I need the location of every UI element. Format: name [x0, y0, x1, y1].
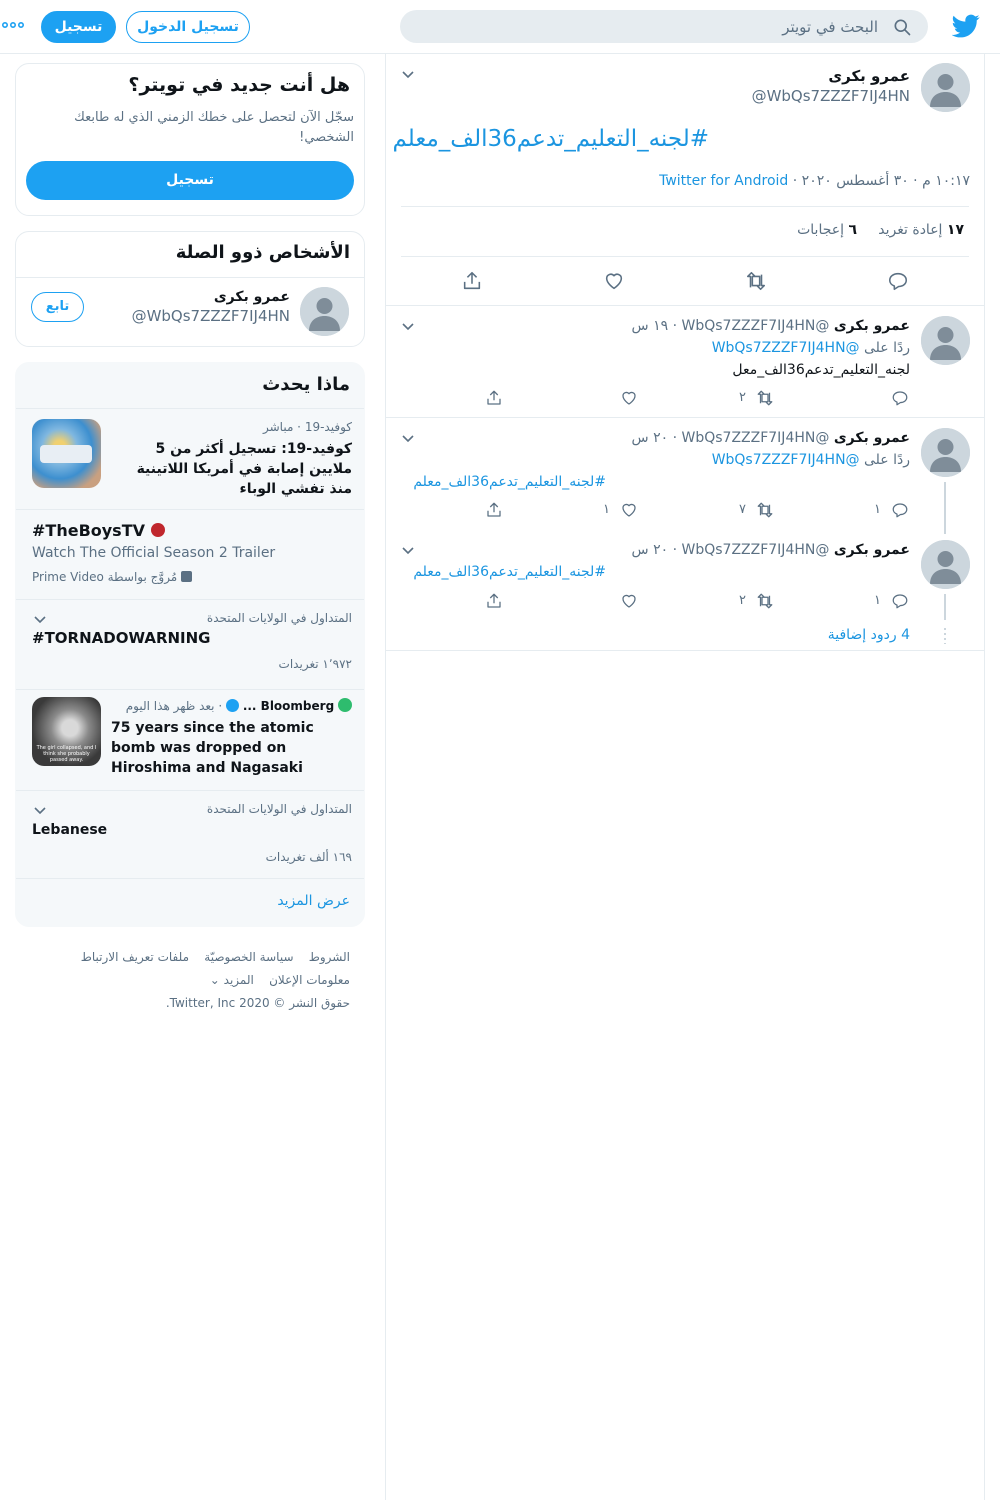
footer-cookies-link[interactable]: ملفات تعريف الارتباط: [80, 950, 190, 964]
thread-line: [944, 594, 946, 620]
show-more-link[interactable]: عرض المزيد: [277, 893, 350, 909]
new-to-twitter-card: [15, 63, 365, 216]
replying-to-handle[interactable]: @WbQs7ZZZF7IJ4HN: [711, 340, 860, 356]
avatar[interactable]: [921, 540, 970, 589]
top-bar: [0, 0, 1000, 54]
retweet-icon[interactable]: [756, 592, 774, 610]
author-name[interactable]: عمرو بكرى: [833, 430, 910, 446]
card-title: الأشخاص ذوو الصلة: [175, 242, 350, 263]
reply-count: ١: [874, 593, 881, 608]
replying-to: [712, 340, 910, 356]
author-handle[interactable]: @WbQs7ZZZF7IJ4HN: [751, 87, 910, 105]
tweet-header: [632, 318, 910, 334]
news-source: Bloomberg ...: [242, 699, 335, 713]
footer-terms-link[interactable]: الشروط: [308, 950, 350, 964]
thumbnail-caption: The girl collapsed, and I think she probably passed away.: [36, 745, 97, 763]
footer-copyright: حقوق النشر © 2020 Twitter, Inc.: [165, 996, 350, 1010]
handle-time[interactable]: @WbQs7ZZZF7IJ4HN · ١٩ س: [631, 318, 830, 334]
boys-emoji-icon: [151, 523, 165, 537]
card-description: سجّل الآن لتحصل على خطك الزمني الذي له طابعك الشخصي!: [74, 110, 354, 145]
trend-item[interactable]: [16, 600, 365, 689]
thread-dots: [944, 628, 946, 644]
chevron-down-icon: ⌄: [209, 973, 224, 987]
share-icon[interactable]: [485, 501, 503, 519]
card-title: ماذا يحدث: [262, 374, 350, 395]
reply-tweet[interactable]: [386, 530, 984, 610]
tweet-header: [632, 542, 910, 558]
avatar[interactable]: [921, 428, 970, 477]
signup-button[interactable]: تسجيل: [26, 161, 354, 200]
footer-ads-info-link[interactable]: معلومات الإعلان: [269, 973, 350, 987]
retweets-stat[interactable]: [878, 222, 964, 238]
divider: [386, 650, 984, 651]
trend-meta: كوفيد-19 · مباشر: [262, 420, 352, 434]
tweet-datetime[interactable]: ١٠:١٧ م · ٣٠ أغسطس ٢٠٢٠ ·: [788, 173, 970, 189]
replying-to: [712, 452, 910, 468]
tweet-text[interactable]: #لجنه_التعليم_تدعم36الف_معلم: [413, 474, 606, 490]
share-icon[interactable]: [485, 592, 503, 610]
footer-links: [50, 946, 350, 1015]
avatar[interactable]: [921, 316, 970, 365]
author-name[interactable]: عمرو بكرى: [833, 318, 910, 334]
trend-item[interactable]: [16, 690, 365, 790]
person-name[interactable]: عمرو بكرى: [213, 289, 290, 305]
retweet-icon[interactable]: [756, 501, 774, 519]
tweet-source[interactable]: Twitter for Android: [659, 173, 789, 189]
main-tweet: [386, 54, 984, 305]
avatar[interactable]: [921, 63, 970, 112]
retweet-count: ٢: [739, 593, 746, 608]
person-handle[interactable]: @WbQs7ZZZF7IJ4HN: [131, 307, 290, 325]
reply-icon[interactable]: [891, 501, 909, 519]
search-icon: [892, 17, 912, 37]
main-column: [385, 54, 985, 1500]
chevron-down-icon[interactable]: [32, 611, 48, 627]
footer-privacy-link[interactable]: سياسة الخصوصيّة: [204, 950, 294, 964]
chevron-down-icon[interactable]: [32, 802, 48, 818]
trend-count: ١٬٩٧٢ تغريدات: [278, 657, 352, 671]
reply-tweet[interactable]: [386, 418, 984, 538]
tweet-timestamp[interactable]: [659, 173, 970, 189]
default-avatar-icon: [921, 316, 970, 365]
tweet-text[interactable]: #لجنه_التعليم_تدعم36الف_معلم: [392, 126, 709, 152]
default-avatar-icon: [921, 540, 970, 589]
author-name[interactable]: عمرو بكرى: [828, 67, 910, 85]
more-icon[interactable]: [2, 18, 24, 32]
default-avatar-icon: [921, 63, 970, 112]
trend-title: Lebanese: [32, 822, 108, 838]
likes-count: ٦: [848, 222, 857, 238]
share-icon[interactable]: [461, 270, 483, 292]
handle-time[interactable]: @WbQs7ZZZF7IJ4HN · ٢٠ س: [631, 542, 830, 558]
news-thumbnail: [32, 697, 101, 766]
chevron-down-icon[interactable]: [400, 66, 416, 82]
card-title: هل أنت جديد في تويتر؟: [128, 74, 350, 96]
replying-prefix: ردًا على: [859, 340, 910, 356]
replying-to-handle[interactable]: @WbQs7ZZZF7IJ4HN: [711, 452, 860, 468]
trend-meta: Bloomberg ... · بعد ظهر هذا اليوم: [126, 698, 352, 713]
reply-tweet[interactable]: [386, 306, 984, 417]
avatar[interactable]: [300, 287, 349, 336]
trend-item[interactable]: [16, 791, 365, 879]
signup-button[interactable]: تسجيل: [41, 11, 116, 43]
tweet-text: لجنه_التعليم_تدعم36الف_معل: [732, 362, 910, 378]
trend-headline: كوفيد-19: تسجيل أكثر من 5 ملايين إصابة في أمريكا اللاتينية منذ تفشي الوباء: [136, 441, 352, 497]
retweet-icon[interactable]: [745, 270, 767, 292]
chevron-down-icon[interactable]: [400, 430, 416, 446]
like-count: ١: [603, 502, 610, 517]
relevant-people-card: [15, 231, 365, 347]
bloomberg-logo-icon: [338, 698, 352, 712]
trend-title: #TheBoysTV: [32, 521, 165, 540]
verified-icon: [226, 699, 239, 712]
promoted-label: مُروَّج بواسطة Prime Video: [32, 570, 192, 584]
retweets-count: ١٧: [946, 222, 964, 238]
like-icon[interactable]: [603, 270, 625, 292]
search-box[interactable]: [400, 10, 928, 43]
trend-count: ١٦٩ ألف تغريدات: [265, 850, 352, 864]
retweet-count: ٧: [739, 502, 746, 517]
promoted-icon: [181, 571, 192, 582]
trend-item[interactable]: [16, 510, 365, 599]
share-icon[interactable]: [485, 389, 503, 407]
divider: [16, 277, 365, 278]
author-name[interactable]: عمرو بكرى: [833, 542, 910, 558]
chevron-down-icon[interactable]: [400, 318, 416, 334]
trend-title: #TORNADOWARNING: [32, 629, 211, 647]
divider: [401, 256, 969, 257]
trend-headline: 75 years since the atomic bomb was dropped on Hiroshima and Nagasaki: [111, 720, 314, 776]
trend-description: Watch The Official Season 2 Trailer: [32, 545, 276, 561]
trend-meta: المتداول في الولايات المتحدة: [206, 802, 352, 816]
divider: [16, 878, 365, 879]
likes-label: إعجابات: [797, 222, 844, 238]
news-thumbnail: [32, 419, 101, 488]
retweet-count: ٢: [739, 390, 746, 405]
whats-happening-card: [15, 362, 365, 927]
trend-item[interactable]: [16, 409, 365, 509]
footer-more-link[interactable]: المزيد ⌄: [209, 973, 254, 987]
twitter-logo-icon[interactable]: [952, 12, 980, 40]
trend-meta: المتداول في الولايات المتحدة: [206, 611, 352, 625]
likes-stat[interactable]: [797, 222, 857, 238]
like-icon[interactable]: [620, 389, 638, 407]
search-input[interactable]: [438, 10, 878, 43]
default-avatar-icon: [921, 428, 970, 477]
thread-line: [944, 482, 946, 534]
default-avatar-icon: [300, 287, 349, 336]
reply-icon[interactable]: [887, 270, 909, 292]
tweet-header: [632, 430, 910, 446]
replying-prefix: ردًا على: [859, 452, 910, 468]
more-replies-link[interactable]: 4 ردود إضافية: [827, 627, 910, 643]
like-icon[interactable]: [620, 501, 638, 519]
reply-icon[interactable]: [891, 592, 909, 610]
reply-icon[interactable]: [891, 389, 909, 407]
retweet-icon[interactable]: [756, 389, 774, 407]
divider: [401, 206, 969, 207]
login-button[interactable]: تسجيل الدخول: [126, 11, 250, 43]
tweet-text[interactable]: #لجنه_التعليم_تدعم36الف_معلم: [413, 564, 606, 580]
handle-time[interactable]: @WbQs7ZZZF7IJ4HN · ٢٠ س: [631, 430, 830, 446]
reply-count: ١: [874, 502, 881, 517]
follow-button[interactable]: تابع: [31, 292, 84, 322]
like-icon[interactable]: [620, 592, 638, 610]
chevron-down-icon[interactable]: [400, 542, 416, 558]
retweets-label: إعادة تغريد: [878, 222, 943, 238]
